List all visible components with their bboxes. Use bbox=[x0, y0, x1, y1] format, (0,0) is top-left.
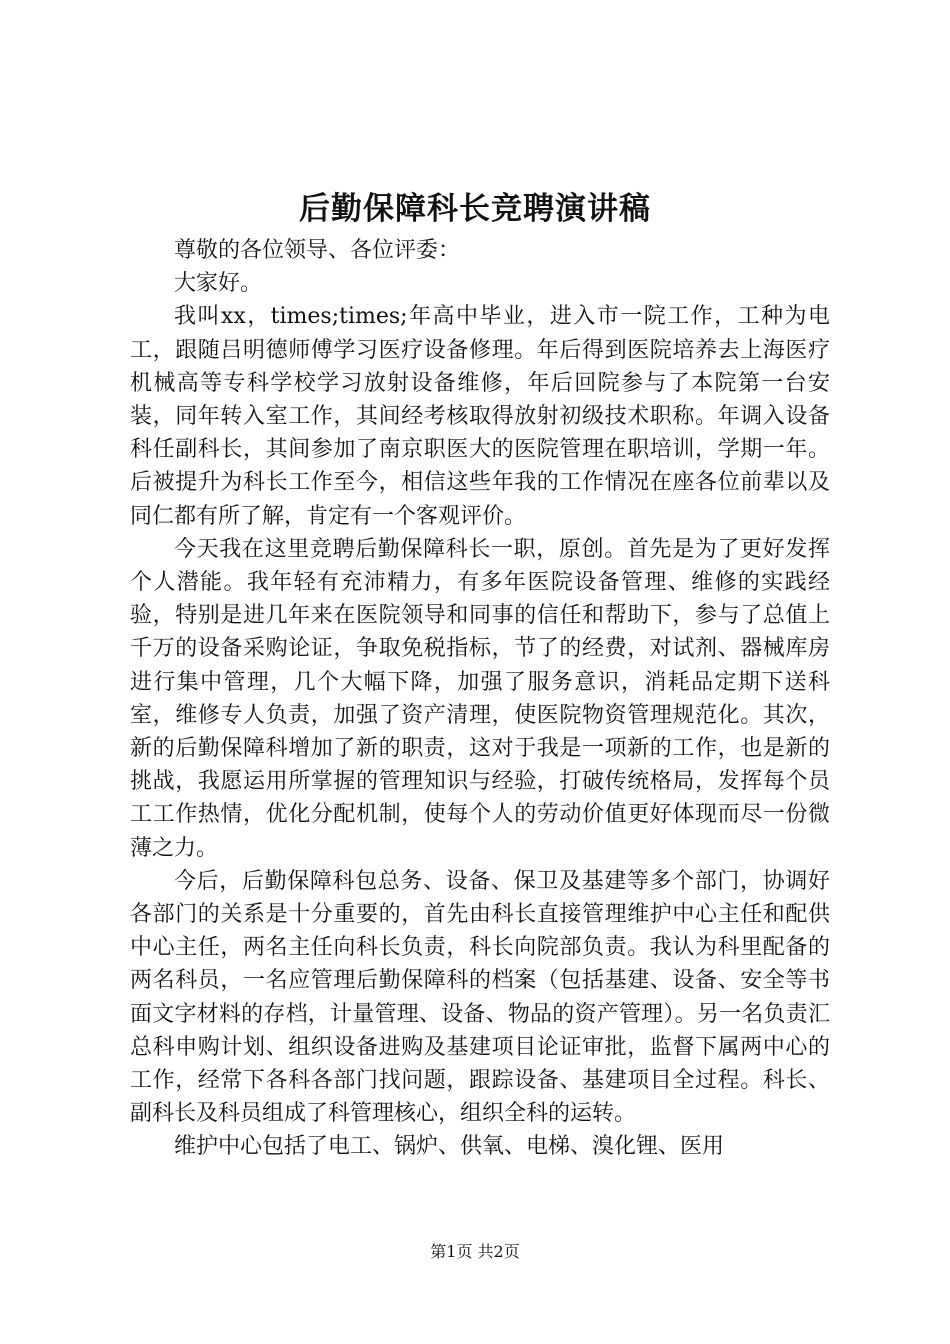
paragraph-plan: 今后，后勤保障科包总务、设备、保卫及基建等多个部门，协调好各部门的关系是十分重要的，首先由科长直接管理维护中心主任和配供中心主任，两名主任向科长负责，科长向院部负责。我认为科里配备的两名科员，一名应管理后勤保障科的档案（包括基建、设备、安全等书面文字材料的存档，计量管理、设备、物品的资产管理）。另一名负责汇总科申购计划、组织设备进购及基建项目论证审批，监督下属两中心的工作，经常下各科各部门找问题，跟踪设备、基建项目全过程。科长、副科长及科员组成了科管理核心，组织全科的运转。 bbox=[130, 868, 830, 1127]
document-body bbox=[130, 234, 830, 1164]
paragraph-maintenance-center: 维护中心包括了电工、锅炉、供氧、电梯、溴化锂、医用 bbox=[174, 1134, 725, 1160]
document-title: 后勤保障科长竞聘演讲稿 bbox=[299, 191, 651, 227]
paragraph-motivation: 今天我在这里竞聘后勤保障科长一职，原创。首先是为了更好发挥个人潜能。我年轻有充沛精力，有多年医院设备管理、维修的实践经验，特别是进几年来在医院领导和同事的信任和帮助下，参与了总值上千万的设备采购论证，争取免税指标，节了的经费，对试剂、器械库房进行集中管理，几个大幅下降，加强了服务意识，消耗品定期下送科室，维修专人负责，加强了资产清理，使医院物资管理规范化。其次，新的后勤保障科增加了新的职责，这对于我是一项新的工作，也是新的挑战，我愿运用所掌握的管理知识与经验，打破传统格局，发挥每个员工工作热情，优化分配机制，使每个人的劳动价值更好体现而尽一份微薄之力。 bbox=[130, 536, 830, 861]
paragraph-hello: 大家好。 bbox=[174, 271, 263, 297]
paragraph-greeting: 尊敬的各位领导、各位评委： bbox=[174, 238, 461, 263]
page-footer: 第1页 共2页 bbox=[430, 1242, 520, 1261]
paragraph-introduction: 我叫xx，times;times;年高中毕业，进入市一院工作，工种为电工，跟随吕明德师傅学习医疗设备修理。年后得到医院培养去上海医疗机械高等专科学校学习放射设备维修，年后回院参与了本院第一台安装，同年转入室工作，其间经考核取得放射初级技术职称。年调入设备科任副科长，其间参加了南京职医大的医院管理在职培训，学期一年。后被提升为科长工作至今，相信这些年我的工作情况在座各位前辈以及同仁都有所了解，肯定有一个客观评价。 bbox=[130, 304, 830, 529]
